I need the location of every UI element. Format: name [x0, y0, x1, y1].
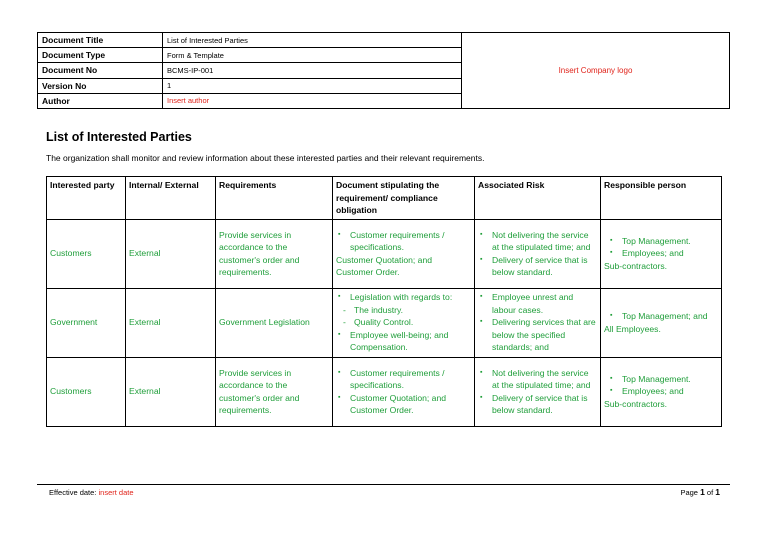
party-cell: Customers [47, 219, 126, 288]
responsible-text: All Employees. [604, 323, 661, 334]
risk-cell [475, 288, 601, 357]
col-header: Interested party [47, 177, 126, 220]
doc-type-label: Document Type [38, 48, 163, 63]
footer-divider [37, 484, 730, 485]
document-cell [333, 357, 475, 426]
document-cell [333, 288, 475, 357]
responsible-cell [601, 357, 722, 426]
list-item: ▪ Customer requirements / specifications. [350, 229, 471, 254]
list-item: ▪ Employees; and [622, 247, 718, 260]
list-item: ▪ Top Management. [622, 373, 718, 386]
list-item: ▪ Customer Quotation; and Customer Order. [350, 392, 471, 417]
risk-cell [475, 219, 601, 288]
page-title: List of Interested Parties [46, 130, 192, 144]
list-item: ▪ Employee unrest and labour cases. [492, 291, 597, 316]
list-item: ▪ Delivering services that are below the specified standards; and [492, 316, 597, 354]
risk-cell [475, 357, 601, 426]
doc-title-value: List of Interested Parties [163, 33, 462, 48]
responsible-cell [601, 288, 722, 357]
list-item: ▪ Delivery of service that is below standard. [492, 392, 597, 417]
effective-date-label: Effective date: [49, 488, 97, 497]
col-header: Requirements [216, 177, 333, 220]
company-logo-placeholder: Insert Company logo [462, 33, 730, 109]
table-row [47, 288, 722, 357]
table-row [47, 219, 722, 288]
page-total: 1 [715, 487, 720, 497]
page-label: Page [680, 488, 698, 497]
list-item: ▪ Not delivering the service at the stipulated time; and [492, 367, 597, 392]
list-item: ▪ Legislation with regards to: [350, 291, 471, 304]
document-cell [333, 219, 475, 288]
list-item: ▪ Employee well-being; and Compensation. [350, 329, 471, 354]
doc-no-value: BCMS-IP-001 [163, 63, 462, 78]
list-item: ▪ Delivery of service that is below standard. [492, 254, 597, 279]
document-text: Customer Quotation; and Customer Order. [336, 254, 433, 277]
table-header-row [47, 177, 722, 220]
table-row [47, 357, 722, 426]
type-cell: External [126, 219, 216, 288]
page-number [680, 487, 720, 497]
responsible-text: Sub-contractors. [604, 260, 668, 271]
list-item: ▪ Top Management. [622, 235, 718, 248]
effective-date-value: insert date [98, 488, 134, 497]
document-info-table [37, 32, 730, 109]
effective-date [49, 488, 134, 497]
col-header: Document stipulating the requirement/ compliance obligation [333, 177, 475, 220]
requirements-cell: Provide services in accordance to the customer's order and requirements. [216, 357, 333, 426]
version-label: Version No [38, 78, 163, 93]
intro-text: The organization shall monitor and review information about these interested parties and their relevant requirements. [46, 153, 485, 163]
list-item: - The industry. [354, 304, 471, 317]
doc-no-label: Document No [38, 63, 163, 78]
list-item: ▪ Employees; and [622, 385, 718, 398]
version-value: 1 [163, 78, 462, 93]
type-cell: External [126, 357, 216, 426]
interested-parties-table [46, 176, 722, 427]
doc-title-label: Document Title [38, 33, 163, 48]
col-header: Responsible person [601, 177, 722, 220]
page-of: of [706, 488, 714, 497]
type-cell: External [126, 288, 216, 357]
col-header: Associated Risk [475, 177, 601, 220]
responsible-text: Sub-contractors. [604, 398, 668, 409]
requirements-cell: Government Legislation [216, 288, 333, 357]
author-value: Insert author [163, 93, 462, 108]
page-current: 1 [700, 487, 705, 497]
party-cell: Government [47, 288, 126, 357]
responsible-cell [601, 219, 722, 288]
list-item: - Quality Control. [354, 316, 471, 329]
party-cell: Customers [47, 357, 126, 426]
list-item: ▪ Top Management; and [622, 310, 718, 323]
doc-type-value: Form & Template [163, 48, 462, 63]
list-item: ▪ Not delivering the service at the stipulated time; and [492, 229, 597, 254]
author-label: Author [38, 93, 163, 108]
list-item: ▪ Customer requirements / specifications. [350, 367, 471, 392]
requirements-cell: Provide services in accordance to the customer's order and requirements. [216, 219, 333, 288]
col-header: Internal/ External [126, 177, 216, 220]
